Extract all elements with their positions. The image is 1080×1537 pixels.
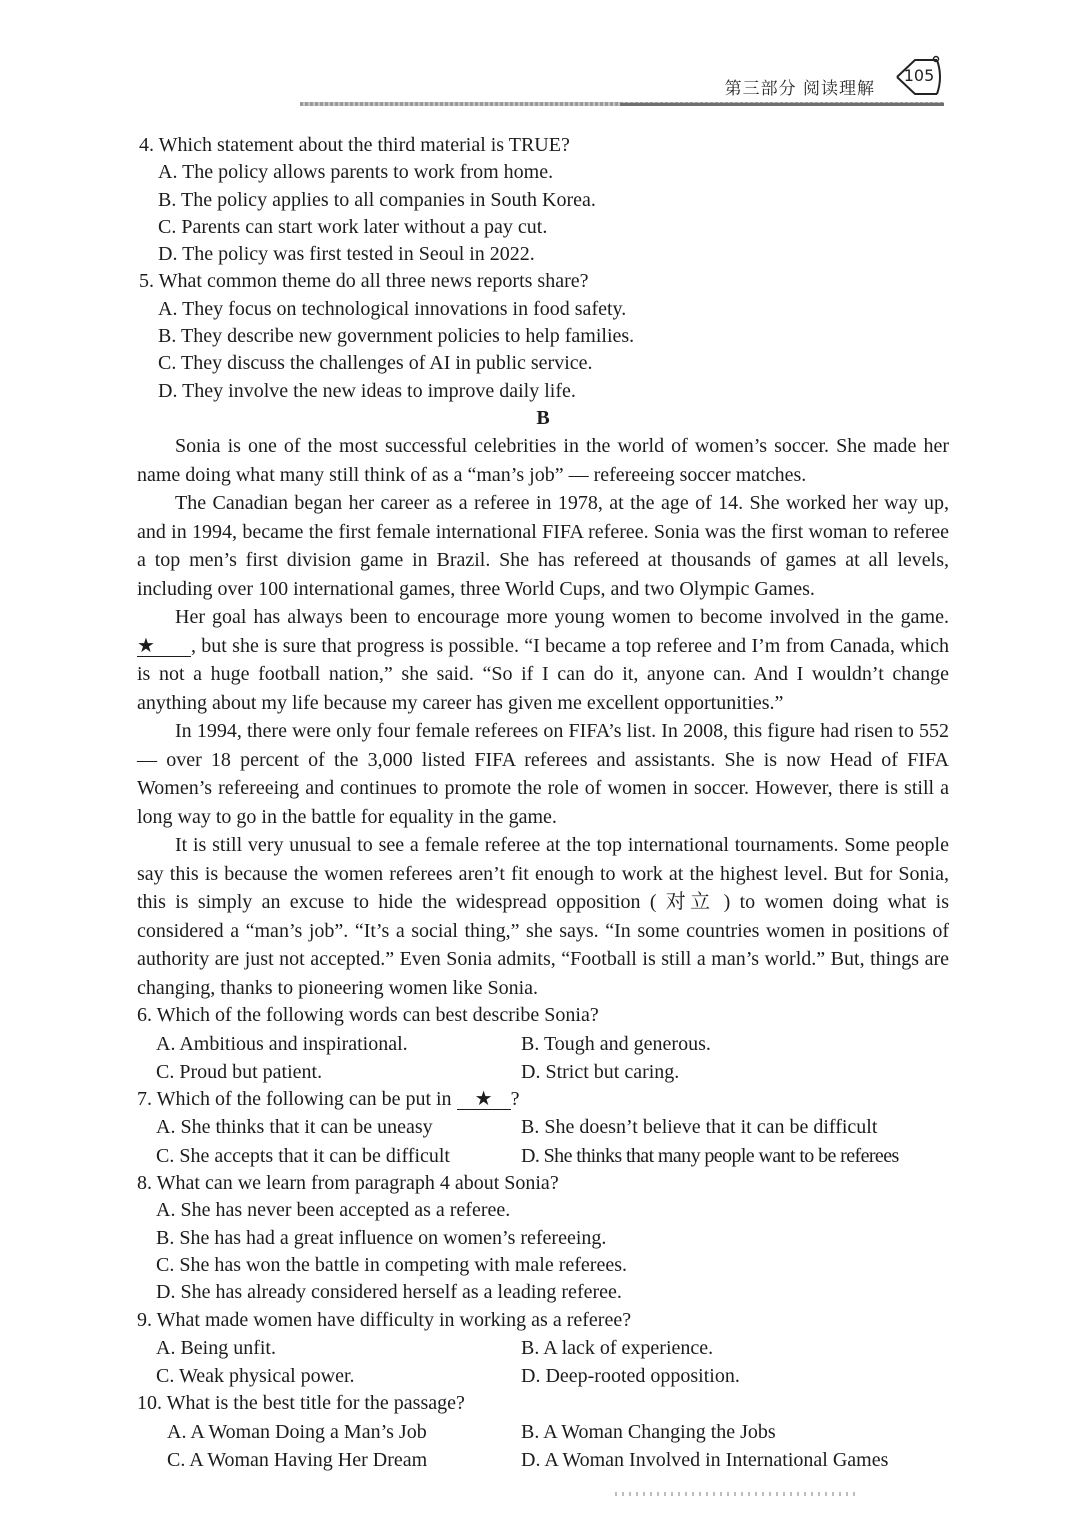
question-stem: 5. What common theme do all three news reports share? — [139, 270, 589, 293]
option-b: B. A Woman Changing the Jobs — [521, 1420, 776, 1443]
option-d: D. A Woman Involved in International Games — [521, 1449, 889, 1472]
question-9 — [137, 1307, 949, 1391]
option-row — [137, 1058, 949, 1086]
option-d: D. Deep-rooted opposition. — [521, 1365, 740, 1388]
option-row — [137, 1334, 949, 1362]
stem-text: 7. Which of the following can be put in — [137, 1088, 452, 1111]
header-rule-solid — [620, 103, 944, 106]
question-stem: 8. What can we learn from paragraph 4 about Sonia? — [137, 1172, 559, 1195]
passage-paragraph-1: Sonia is one of the most successful celebrities in the world of women’s soccer. She made her name doing what many still think of as a “man’s job” — refereeing soccer matches. — [137, 435, 949, 486]
option-b: B. A lack of experience. — [521, 1336, 714, 1359]
footer-dots — [615, 1492, 855, 1496]
option-c: C. Weak physical power. — [156, 1365, 355, 1388]
passage-title: B — [536, 406, 550, 429]
page-content — [137, 132, 949, 1474]
question-7 — [137, 1086, 949, 1170]
option-a: A. They focus on technological innovations in food safety. — [158, 297, 627, 320]
option-row — [137, 1142, 949, 1170]
option-d: D. They involve the new ideas to improve daily life. — [158, 379, 576, 402]
question-5 — [137, 268, 949, 404]
option-a: A. She has never been accepted as a referee. — [156, 1199, 511, 1222]
passage-paragraph-3 — [137, 603, 949, 717]
option-b: B. She has had a great influence on women’s refereeing. — [156, 1226, 607, 1249]
option-b: B. She doesn’t believe that it can be difficult — [521, 1116, 878, 1139]
option-a: A. She thinks that it can be uneasy — [156, 1116, 433, 1139]
option-c: C. She has won the battle in competing with male referees. — [156, 1253, 627, 1276]
question-10 — [137, 1390, 949, 1474]
paragraph-text: , but she is sure that progress is possible. “I became a top referee and I’m from Canada, which is not a huge football nation,” she said. “So if I can do it, anyone can. And I wouldn’t change anything about my life because my career has given me excellent opportunities.” — [137, 634, 949, 714]
star-blank: ★ — [457, 1089, 511, 1110]
option-a: A. The policy allows parents to work from home. — [158, 161, 554, 184]
option-d: D. She has already considered herself as a leading referee. — [156, 1281, 622, 1304]
option-b: B. They describe new government policies to help families. — [158, 325, 635, 348]
passage-paragraph-2: The Canadian began her career as a referee in 1978, at the age of 14. She worked her way up, and in 1994, became the first female international FIFA referee. Sonia was the first woman to referee a top men’s first division game in Brazil. She has refereed at thousands of games at all levels, including over 100 international games, three World Cups, and two Olympic Games. — [137, 492, 949, 600]
question-8 — [137, 1170, 949, 1306]
option-d: D. She thinks that many people want to be referees — [521, 1144, 899, 1167]
option-a: A. Ambitious and inspirational. — [156, 1032, 408, 1055]
section-title: 第三部分 阅读理解 — [724, 79, 875, 99]
question-6 — [137, 1002, 949, 1086]
question-stem: 4. Which statement about the third material is TRUE? — [139, 134, 570, 156]
option-b: B. Tough and generous. — [521, 1032, 711, 1055]
page-number: 105 — [903, 66, 935, 85]
option-c: C. She accepts that it can be difficult — [156, 1144, 450, 1167]
option-a: A. A Woman Doing a Man’s Job — [167, 1420, 427, 1443]
paragraph-text: Her goal has always been to encourage more young women to become involved in the game. — [175, 606, 949, 629]
option-row — [137, 1113, 949, 1141]
option-d: D. The policy was first tested in Seoul in 2022. — [158, 243, 535, 266]
question-stem: 9. What made women have difficulty in working as a referee? — [137, 1308, 632, 1331]
option-c: C. They discuss the challenges of AI in public service. — [158, 352, 593, 375]
option-c: C. Proud but patient. — [156, 1060, 323, 1083]
question-stem — [137, 1086, 949, 1113]
option-row — [137, 1418, 949, 1446]
question-stem: 10. What is the best title for the passage? — [137, 1392, 465, 1415]
page-header — [0, 0, 1080, 120]
option-d: D. Strict but caring. — [521, 1060, 680, 1083]
stem-text: ? — [510, 1088, 520, 1111]
passage-paragraph-5: It is still very unusual to see a female referee at the top international tournaments. Some people say this is because the women referees aren’t fit enough to work at the highest level. But for Sonia, this is simply an excuse to hide the widespread opposition ( 对立 ) to women doing what is considered a “man’s job”. “It’s a social thing,” she says. “In some countries women in positions of authority are just not accepted.” Even Sonia admits, “Football is still a man’s world.” But, things are changing, thanks to pioneering women like Sonia. — [137, 834, 949, 999]
option-row — [137, 1446, 949, 1474]
option-row — [137, 1362, 949, 1390]
option-a: A. Being unfit. — [156, 1336, 276, 1359]
passage-paragraph-4: In 1994, there were only four female referees on FIFA’s list. In 2008, this figure had risen to 552 — over 18 percent of the 3,000 listed FIFA referees and assistants. She is now Head of FIFA Women’s refereeing and continues to promote the role of women in soccer. However, there is still a long way to go in the battle for equality in the game. — [137, 720, 949, 828]
option-c: C. A Woman Having Her Dream — [167, 1449, 428, 1472]
question-stem: 6. Which of the following words can best describe Sonia? — [137, 1004, 599, 1027]
question-4 — [137, 132, 949, 268]
option-b: B. The policy applies to all companies in South Korea. — [158, 188, 596, 211]
star-blank: ★ — [137, 636, 191, 657]
option-row — [137, 1030, 949, 1058]
option-c: C. Parents can start work later without a pay cut. — [158, 215, 548, 238]
